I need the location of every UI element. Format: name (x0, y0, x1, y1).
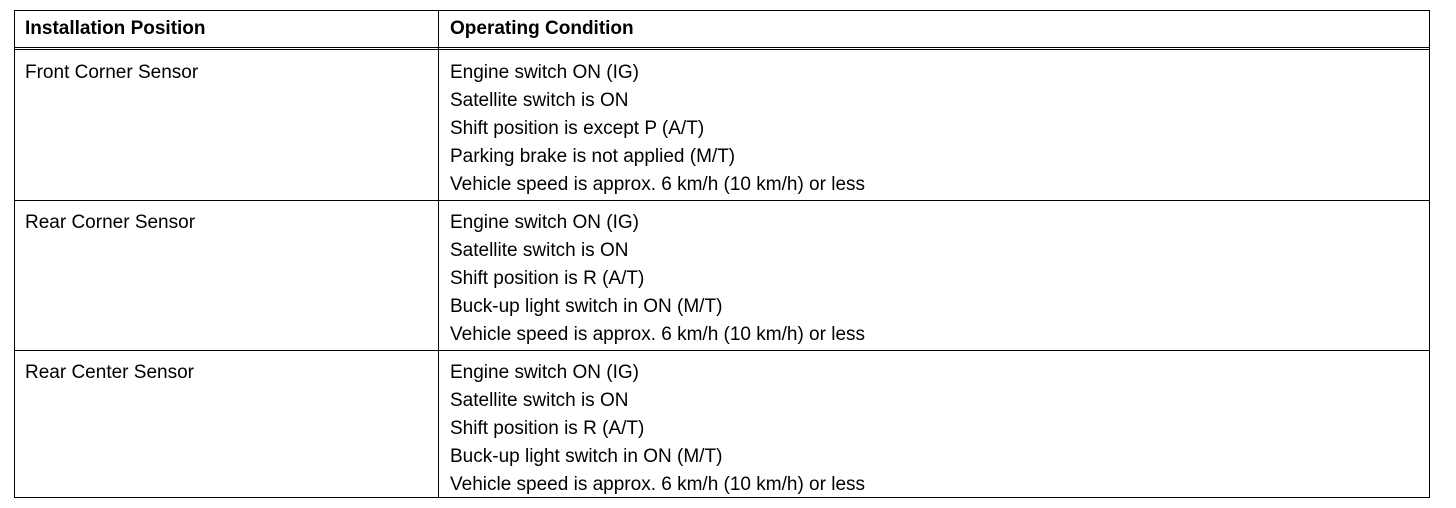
table-header-row (15, 11, 1429, 47)
condition-item: Vehicle speed is approx. 6 km/h (10 km/h) or less (450, 324, 866, 345)
condition-item: Shift position is R (A/T) (450, 268, 645, 289)
operating-condition-cell (450, 359, 865, 499)
condition-item: Engine switch ON (IG) (450, 362, 639, 383)
condition-item: Vehicle speed is approx. 6 km/h (10 km/h) or less (450, 174, 866, 195)
condition-item: Satellite switch is ON (450, 240, 629, 261)
operating-condition-cell (450, 209, 865, 349)
condition-item: Shift position is except P (A/T) (450, 118, 705, 139)
header-operating-condition: Operating Condition (450, 18, 634, 39)
table-row (15, 351, 1429, 497)
header-divider (15, 47, 1429, 50)
condition-item: Shift position is R (A/T) (450, 418, 645, 439)
table-row (15, 51, 1429, 201)
installation-position-cell: Rear Center Sensor (25, 362, 194, 383)
condition-item: Buck-up light switch in ON (M/T) (450, 446, 723, 467)
condition-item: Buck-up light switch in ON (M/T) (450, 296, 723, 317)
condition-item: Engine switch ON (IG) (450, 212, 639, 233)
operating-condition-cell (450, 59, 865, 199)
operating-condition-table (14, 10, 1430, 498)
installation-position-cell: Front Corner Sensor (25, 62, 199, 83)
condition-item: Parking brake is not applied (M/T) (450, 146, 736, 167)
table-row (15, 201, 1429, 351)
condition-item: Satellite switch is ON (450, 90, 629, 111)
condition-item: Vehicle speed is approx. 6 km/h (10 km/h) or less (450, 474, 866, 495)
header-installation-position: Installation Position (25, 18, 206, 39)
installation-position-cell: Rear Corner Sensor (25, 212, 196, 233)
condition-item: Satellite switch is ON (450, 390, 629, 411)
condition-item: Engine switch ON (IG) (450, 62, 639, 83)
